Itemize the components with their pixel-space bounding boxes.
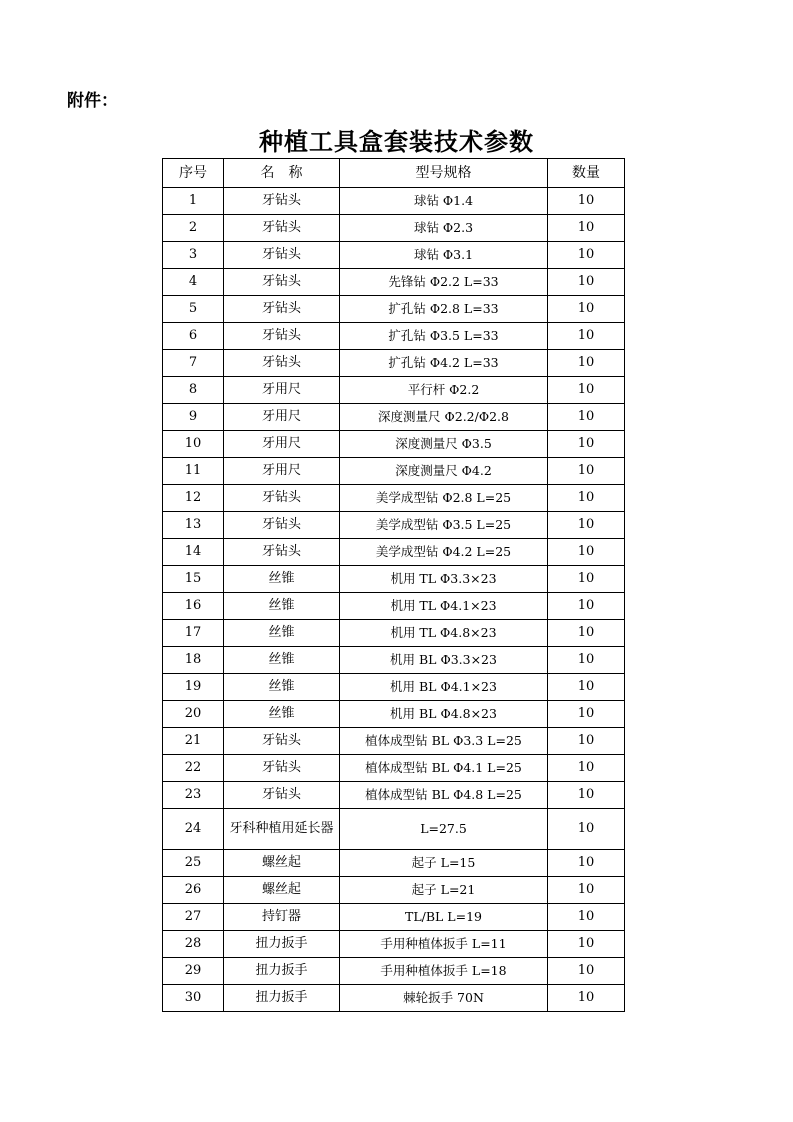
table-row [163, 755, 625, 782]
table-row [163, 350, 625, 377]
cell-model: 机用 TL Φ3.3×23 [340, 566, 548, 593]
cell-no: 2 [163, 215, 224, 242]
cell-qty: 10 [548, 755, 625, 782]
cell-model: 植体成型钻 BL Φ4.1 L=25 [340, 755, 548, 782]
cell-no: 22 [163, 755, 224, 782]
cell-model: 扩孔钻 Φ2.8 L=33 [340, 296, 548, 323]
cell-no: 24 [163, 809, 224, 850]
table-row [163, 539, 625, 566]
cell-name: 牙钻头 [224, 323, 340, 350]
cell-no: 5 [163, 296, 224, 323]
cell-qty: 10 [548, 431, 625, 458]
cell-qty: 10 [548, 269, 625, 296]
table-row [163, 566, 625, 593]
cell-model: 深度测量尺 Φ2.2/Φ2.8 [340, 404, 548, 431]
cell-qty: 10 [548, 809, 625, 850]
cell-qty: 10 [548, 593, 625, 620]
cell-qty: 10 [548, 728, 625, 755]
document-title: 种植工具盒套装技术参数 [259, 127, 534, 156]
cell-qty: 10 [548, 215, 625, 242]
cell-model: L=27.5 [340, 809, 548, 850]
cell-no: 17 [163, 620, 224, 647]
cell-model: 美学成型钻 Φ3.5 L=25 [340, 512, 548, 539]
cell-model: 机用 BL Φ4.1×23 [340, 674, 548, 701]
cell-model: 机用 BL Φ3.3×23 [340, 647, 548, 674]
table-row [163, 188, 625, 215]
cell-name: 扭力扳手 [224, 931, 340, 958]
cell-qty: 10 [548, 377, 625, 404]
table-row [163, 728, 625, 755]
table-row [163, 620, 625, 647]
cell-no: 13 [163, 512, 224, 539]
cell-model: 先锋钻 Φ2.2 L=33 [340, 269, 548, 296]
cell-name: 螺丝起 [224, 877, 340, 904]
cell-qty: 10 [548, 458, 625, 485]
cell-qty: 10 [548, 701, 625, 728]
cell-qty: 10 [548, 539, 625, 566]
cell-name: 丝锥 [224, 566, 340, 593]
table-row [163, 593, 625, 620]
cell-model: 手用种植体扳手 L=18 [340, 958, 548, 985]
cell-qty: 10 [548, 512, 625, 539]
table-row [163, 701, 625, 728]
cell-qty: 10 [548, 323, 625, 350]
attachment-label: 附件： [67, 91, 118, 111]
cell-model: 手用种植体扳手 L=11 [340, 931, 548, 958]
cell-no: 7 [163, 350, 224, 377]
column-header-no: 序号 [163, 159, 224, 188]
cell-no: 14 [163, 539, 224, 566]
cell-model: 球钻 Φ2.3 [340, 215, 548, 242]
cell-no: 20 [163, 701, 224, 728]
cell-name: 牙钻头 [224, 350, 340, 377]
table-row [163, 512, 625, 539]
cell-no: 30 [163, 985, 224, 1012]
cell-name: 螺丝起 [224, 850, 340, 877]
cell-name: 牙钻头 [224, 755, 340, 782]
cell-no: 15 [163, 566, 224, 593]
cell-model: 机用 BL Φ4.8×23 [340, 701, 548, 728]
cell-model: 扩孔钻 Φ4.2 L=33 [340, 350, 548, 377]
cell-model: 美学成型钻 Φ4.2 L=25 [340, 539, 548, 566]
cell-name: 持钉器 [224, 904, 340, 931]
cell-name: 牙钻头 [224, 215, 340, 242]
cell-name: 牙钻头 [224, 269, 340, 296]
cell-model: 美学成型钻 Φ2.8 L=25 [340, 485, 548, 512]
cell-model: 机用 TL Φ4.1×23 [340, 593, 548, 620]
cell-qty: 10 [548, 350, 625, 377]
table-row [163, 269, 625, 296]
cell-no: 25 [163, 850, 224, 877]
cell-model: 棘轮扳手 70N [340, 985, 548, 1012]
cell-no: 1 [163, 188, 224, 215]
table-row [163, 242, 625, 269]
cell-name: 牙钻头 [224, 188, 340, 215]
cell-name: 牙钻头 [224, 242, 340, 269]
cell-qty: 10 [548, 620, 625, 647]
cell-model: 植体成型钻 BL Φ4.8 L=25 [340, 782, 548, 809]
cell-model: TL/BL L=19 [340, 904, 548, 931]
cell-no: 11 [163, 458, 224, 485]
cell-no: 21 [163, 728, 224, 755]
cell-model: 球钻 Φ1.4 [340, 188, 548, 215]
cell-no: 6 [163, 323, 224, 350]
cell-no: 29 [163, 958, 224, 985]
column-header-qty: 数量 [548, 159, 625, 188]
cell-model: 球钻 Φ3.1 [340, 242, 548, 269]
cell-no: 23 [163, 782, 224, 809]
column-header-model: 型号规格 [340, 159, 548, 188]
cell-name: 丝锥 [224, 593, 340, 620]
cell-model: 机用 TL Φ4.8×23 [340, 620, 548, 647]
cell-model: 深度测量尺 Φ4.2 [340, 458, 548, 485]
cell-qty: 10 [548, 647, 625, 674]
table-row [163, 647, 625, 674]
cell-name: 牙用尺 [224, 377, 340, 404]
table-row [163, 377, 625, 404]
cell-qty: 10 [548, 877, 625, 904]
cell-no: 18 [163, 647, 224, 674]
cell-model: 扩孔钻 Φ3.5 L=33 [340, 323, 548, 350]
cell-qty: 10 [548, 485, 625, 512]
cell-name: 牙钻头 [224, 539, 340, 566]
table-row [163, 296, 625, 323]
cell-name: 牙科种植用延长器 [224, 809, 340, 850]
table-row [163, 485, 625, 512]
cell-no: 12 [163, 485, 224, 512]
table-row [163, 985, 625, 1012]
cell-no: 8 [163, 377, 224, 404]
cell-qty: 10 [548, 242, 625, 269]
cell-name: 扭力扳手 [224, 985, 340, 1012]
cell-model: 起子 L=15 [340, 850, 548, 877]
table-row [163, 782, 625, 809]
cell-qty: 10 [548, 985, 625, 1012]
cell-qty: 10 [548, 958, 625, 985]
cell-name: 牙用尺 [224, 404, 340, 431]
cell-qty: 10 [548, 904, 625, 931]
cell-name: 丝锥 [224, 674, 340, 701]
cell-no: 16 [163, 593, 224, 620]
cell-qty: 10 [548, 674, 625, 701]
table-row [163, 931, 625, 958]
cell-no: 19 [163, 674, 224, 701]
cell-name: 牙钻头 [224, 728, 340, 755]
cell-qty: 10 [548, 931, 625, 958]
cell-name: 牙钻头 [224, 782, 340, 809]
cell-qty: 10 [548, 850, 625, 877]
cell-name: 丝锥 [224, 701, 340, 728]
table-row [163, 904, 625, 931]
cell-no: 4 [163, 269, 224, 296]
cell-no: 27 [163, 904, 224, 931]
cell-model: 深度测量尺 Φ3.5 [340, 431, 548, 458]
cell-qty: 10 [548, 782, 625, 809]
cell-name: 牙钻头 [224, 512, 340, 539]
table-header-row [163, 159, 625, 188]
table-row [163, 877, 625, 904]
cell-name: 牙钻头 [224, 296, 340, 323]
cell-no: 10 [163, 431, 224, 458]
cell-qty: 10 [548, 296, 625, 323]
cell-no: 9 [163, 404, 224, 431]
table-row [163, 850, 625, 877]
cell-name: 牙用尺 [224, 458, 340, 485]
table-row [163, 215, 625, 242]
cell-qty: 10 [548, 566, 625, 593]
table-row [163, 431, 625, 458]
table-row [163, 809, 625, 850]
spec-table [162, 158, 625, 1012]
cell-qty: 10 [548, 188, 625, 215]
cell-no: 28 [163, 931, 224, 958]
cell-name: 牙用尺 [224, 431, 340, 458]
cell-no: 26 [163, 877, 224, 904]
table-row [163, 958, 625, 985]
cell-no: 3 [163, 242, 224, 269]
cell-name: 牙钻头 [224, 485, 340, 512]
table-row [163, 323, 625, 350]
cell-model: 平行杆 Φ2.2 [340, 377, 548, 404]
cell-name: 丝锥 [224, 620, 340, 647]
table-row [163, 404, 625, 431]
cell-model: 植体成型钻 BL Φ3.3 L=25 [340, 728, 548, 755]
cell-name: 丝锥 [224, 647, 340, 674]
cell-qty: 10 [548, 404, 625, 431]
cell-model: 起子 L=21 [340, 877, 548, 904]
table-row [163, 458, 625, 485]
table-row [163, 674, 625, 701]
cell-name: 扭力扳手 [224, 958, 340, 985]
column-header-name: 名 称 [224, 159, 340, 188]
